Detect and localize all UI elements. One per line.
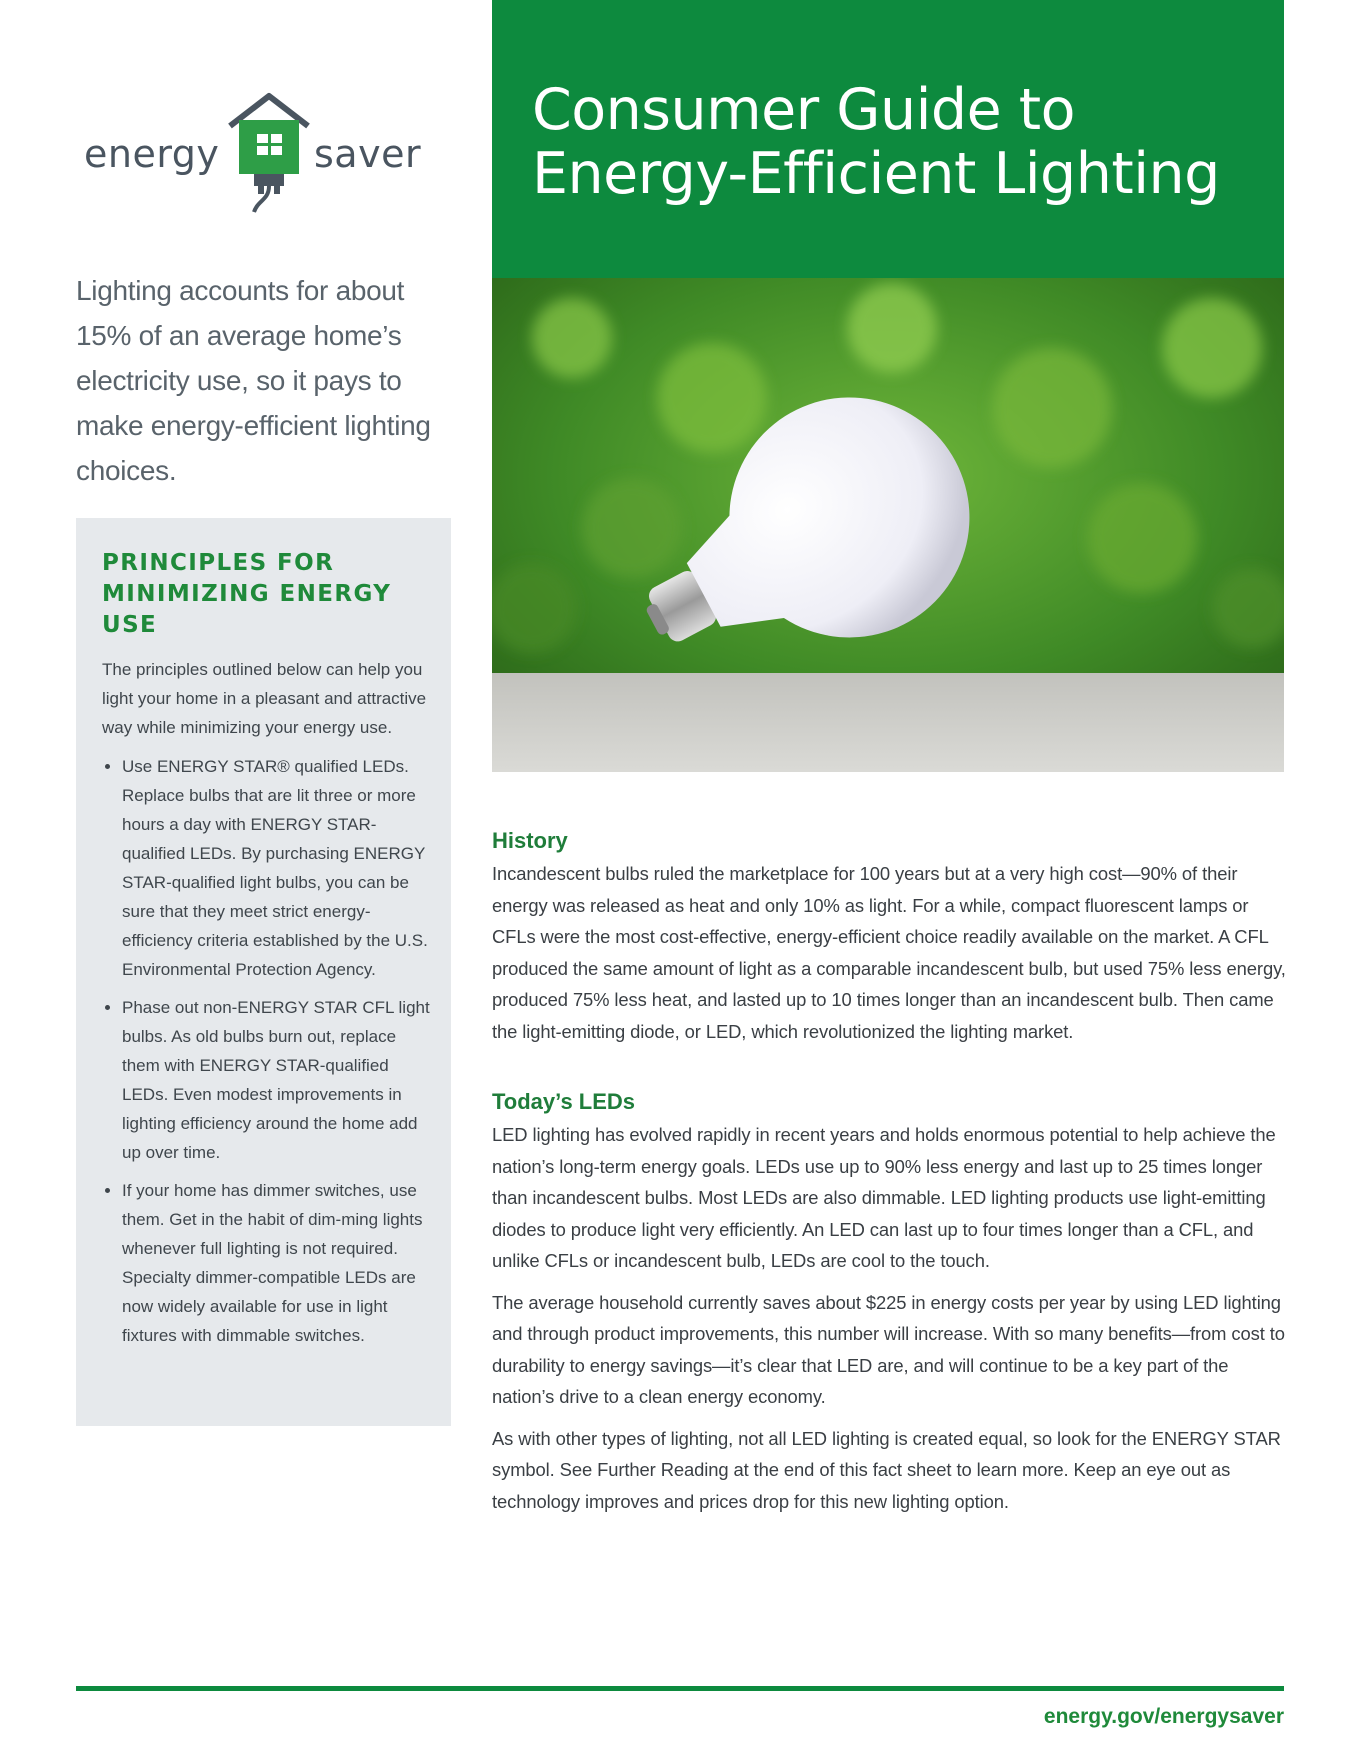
logo-text-saver: saver bbox=[314, 132, 422, 176]
page-title bbox=[532, 78, 1220, 206]
principles-sidebar bbox=[76, 518, 451, 1426]
title-line-1: Consumer Guide to bbox=[532, 77, 1075, 143]
leds-paragraph-2: The average household currently saves about $225 in energy costs per year by using LED lighting and through product improvements, this number will increase. With so many benefits—from cost to durability to energy savings—it’s clear that LED are, and will continue to be a key part of the nation’s drive to a clean energy economy. bbox=[492, 1291, 1285, 1407]
led-bulb-photo bbox=[492, 278, 1284, 772]
leds-paragraph-1: LED lighting has evolved rapidly in recent years and holds enormous potential to help achieve the nation’s long-term energy goals. LEDs use up to 90% less energy and last up to 25 times longer than incandescent bulbs. Most LEDs are also dimmable. LED lighting products use light-emitting diodes to produce light very efficiently. An LED can last up to four times longer than a CFL, and unlike CFLs or incandescent bulb, LEDs are cool to the touch. bbox=[492, 1124, 1276, 1271]
leds-paragraph-3: As with other types of lighting, not all LED lighting is created equal, so look for the ENERGY STAR symbol. See Further Reading at the end of this fact sheet to learn more. Keep an eye out as technology improves and prices drop for this new lighting option. bbox=[492, 1427, 1281, 1512]
house-plug-icon bbox=[224, 88, 314, 218]
main-content bbox=[492, 826, 1287, 1517]
sidebar-intro: The principles outlined below can help you light your home in a pleasant and attractive way while minimizing your energy use. bbox=[102, 660, 427, 737]
sidebar-heading: PRINCIPLES FOR MINIMIZING ENERGY USE bbox=[102, 550, 392, 638]
title-banner bbox=[492, 0, 1284, 278]
history-heading: History bbox=[492, 828, 568, 853]
list-item: • Phase out non-ENERGY STAR CFL light bulbs. As old bulbs burn out, replace them with ENERGY STAR-qualified LEDs. Even modest improvements in lighting efficiency around the home add up over time. bbox=[122, 993, 431, 1167]
history-body: Incandescent bulbs ruled the marketplace for 100 years but at a very high cost—90% of their energy was released as heat and only 10% as light. For a while, compact fluorescent lamps or CFLs were the most cost-effective, energy-efficient choice readily available on the market. A CFL produced the same amount of light as a comparable incandescent bulb, but used 75% less energy, produced 75% less heat, and lasted up to 10 times longer than an incandescent bulb. Then came the light-emitting diode, or LED, which revolutionized the lighting market. bbox=[492, 863, 1286, 1042]
footer-link[interactable]: energy.gov/energysaver bbox=[1043, 1705, 1284, 1728]
intro-text: Lighting accounts for about 15% of an average home’s electricity use, so it pays to make energy-efficient lighting choices. bbox=[76, 275, 431, 486]
list-item: • Use ENERGY STAR® qualified LEDs. Replace bulbs that are lit three or more hours a day with ENERGY STAR-qualified LEDs. By purchasing ENERGY STAR-qualified light bulbs, you can be sure that they meet strict energy-efficiency criteria established by the U.S. Environmental Protection Agency. bbox=[122, 752, 431, 984]
leds-heading: Today’s LEDs bbox=[492, 1089, 636, 1114]
principles-list bbox=[102, 752, 431, 1350]
footer-divider bbox=[76, 1686, 1284, 1691]
title-line-2: Energy-Efficient Lighting bbox=[532, 141, 1220, 207]
logo-text-energy: energy bbox=[84, 132, 220, 176]
list-item: • If your home has dimmer switches, use them. Get in the habit of dim-ming lights whenever full lighting is not required. Specialty dimmer-compatible LEDs are now widely available for use in light fixtures with dimmable switches. bbox=[122, 1176, 431, 1350]
energy-saver-logo bbox=[84, 88, 424, 218]
